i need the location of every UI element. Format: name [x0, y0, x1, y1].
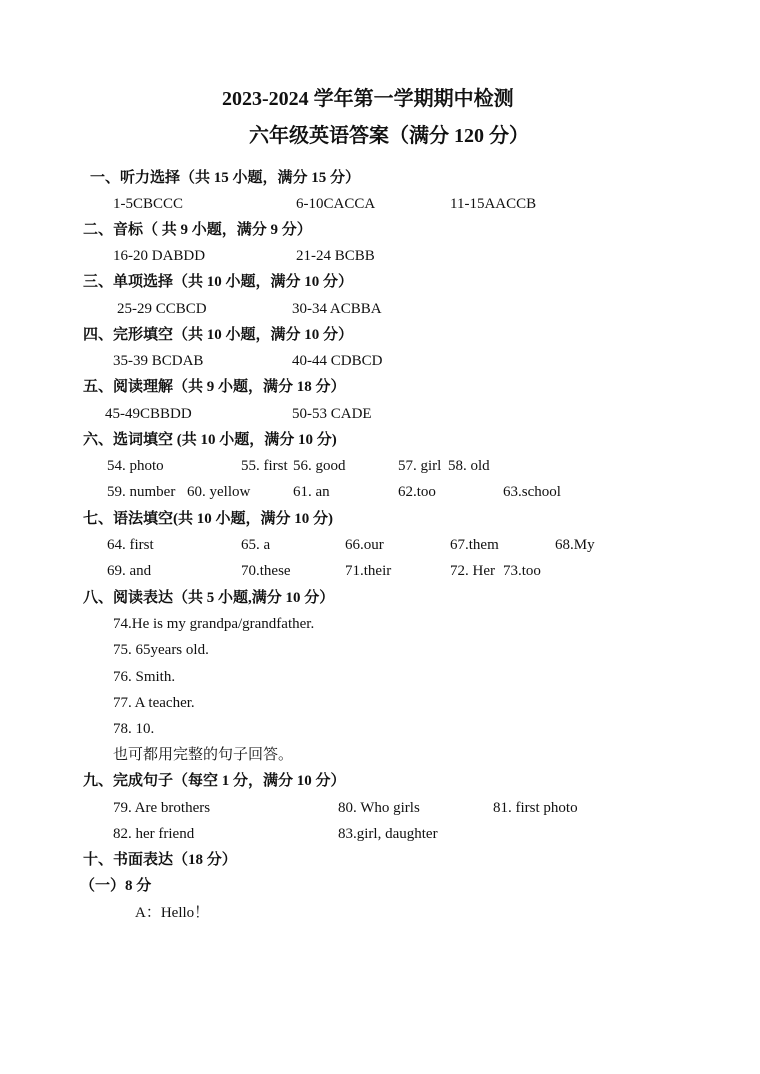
section-5-heading: 五、阅读理解（共 9 小题，满分 18 分）: [83, 379, 346, 395]
answer-item: 60. yellow: [187, 484, 251, 500]
answer-item: 16-20 DABDD: [113, 248, 206, 264]
answer-item: 6-10CACCA: [296, 196, 376, 212]
answer-item: 64. first: [107, 537, 154, 553]
answer-item: 35-39 BCDAB: [113, 353, 204, 369]
answer-item: 70.these: [241, 563, 291, 579]
answer-item: 81. first photo: [493, 800, 578, 816]
answer-item: 77. A teacher.: [113, 695, 195, 711]
answer-item: 1-5CBCCC: [113, 196, 184, 212]
answer-item: 67.them: [450, 537, 499, 553]
page-title: 2023-2024 学年第一学期期中检测: [222, 88, 514, 110]
answer-item: 69. and: [107, 563, 152, 579]
answer-item: 25-29 CCBCD: [117, 301, 207, 317]
answer-item: 54. photo: [107, 458, 164, 474]
subsection-heading: （一）8 分: [80, 878, 152, 894]
answer-item: 73.too: [503, 563, 541, 579]
answer-item: 78. 10.: [113, 721, 155, 737]
answer-item: 45-49CBBDD: [105, 406, 192, 422]
answer-item: 66.our: [345, 537, 384, 553]
answer-item: 68.My: [555, 537, 595, 553]
answer-item: 61. an: [293, 484, 330, 500]
answer-item: 11-15AACCB: [450, 196, 537, 212]
answer-item: 56. good: [293, 458, 346, 474]
answer-item: 62.too: [398, 484, 436, 500]
answer-note: 也可都用完整的句子回答。: [113, 747, 294, 763]
answer-item: 21-24 BCBB: [296, 248, 375, 264]
answer-item: 40-44 CDBCD: [292, 353, 383, 369]
section-9-heading: 九、完成句子（每空 1 分，满分 10 分）: [83, 773, 346, 789]
section-6-heading: 六、选词填空 (共 10 小题，满分 10 分): [83, 432, 337, 448]
answer-item: 75. 65years old.: [113, 642, 209, 658]
section-4-heading: 四、完形填空（共 10 小题，满分 10 分）: [83, 327, 354, 343]
answer-item: 59. number: [107, 484, 176, 500]
answer-item: 55. first: [241, 458, 288, 474]
answer-item: 63.school: [503, 484, 561, 500]
answer-item: 83.girl, daughter: [338, 826, 438, 842]
answer-item: 30-34 ACBBA: [292, 301, 382, 317]
answer-item: 57. girl: [398, 458, 442, 474]
answer-item: 82. her friend: [113, 826, 195, 842]
writing-line: A：Hello！: [135, 905, 210, 921]
section-2-heading: 二、音标（ 共 9 小题，满分 9 分）: [83, 222, 312, 238]
answer-item: 72. Her: [450, 563, 495, 579]
answer-item: 74.He is my grandpa/grandfather.: [113, 616, 315, 632]
answer-item: 79. Are brothers: [113, 800, 211, 816]
section-10-heading: 十、书面表达（18 分）: [83, 852, 237, 868]
section-7-heading: 七、语法填空(共 10 小题，满分 10 分): [83, 511, 333, 527]
section-3-heading: 三、单项选择（共 10 小题，满分 10 分）: [83, 274, 354, 290]
section-8-heading: 八、阅读表达（共 5 小题,满分 10 分）: [83, 590, 335, 606]
section-1-heading: 一、听力选择（共 15 小题，满分 15 分）: [90, 170, 361, 186]
page-subtitle: 六年级英语答案（满分 120 分）: [249, 125, 529, 147]
answer-item: 65. a: [241, 537, 271, 553]
answer-item: 58. old: [448, 458, 490, 474]
answer-item: 80. Who girls: [338, 800, 420, 816]
answer-item: 50-53 CADE: [292, 406, 372, 422]
answer-item: 71.their: [345, 563, 392, 579]
answer-item: 76. Smith.: [113, 669, 176, 685]
